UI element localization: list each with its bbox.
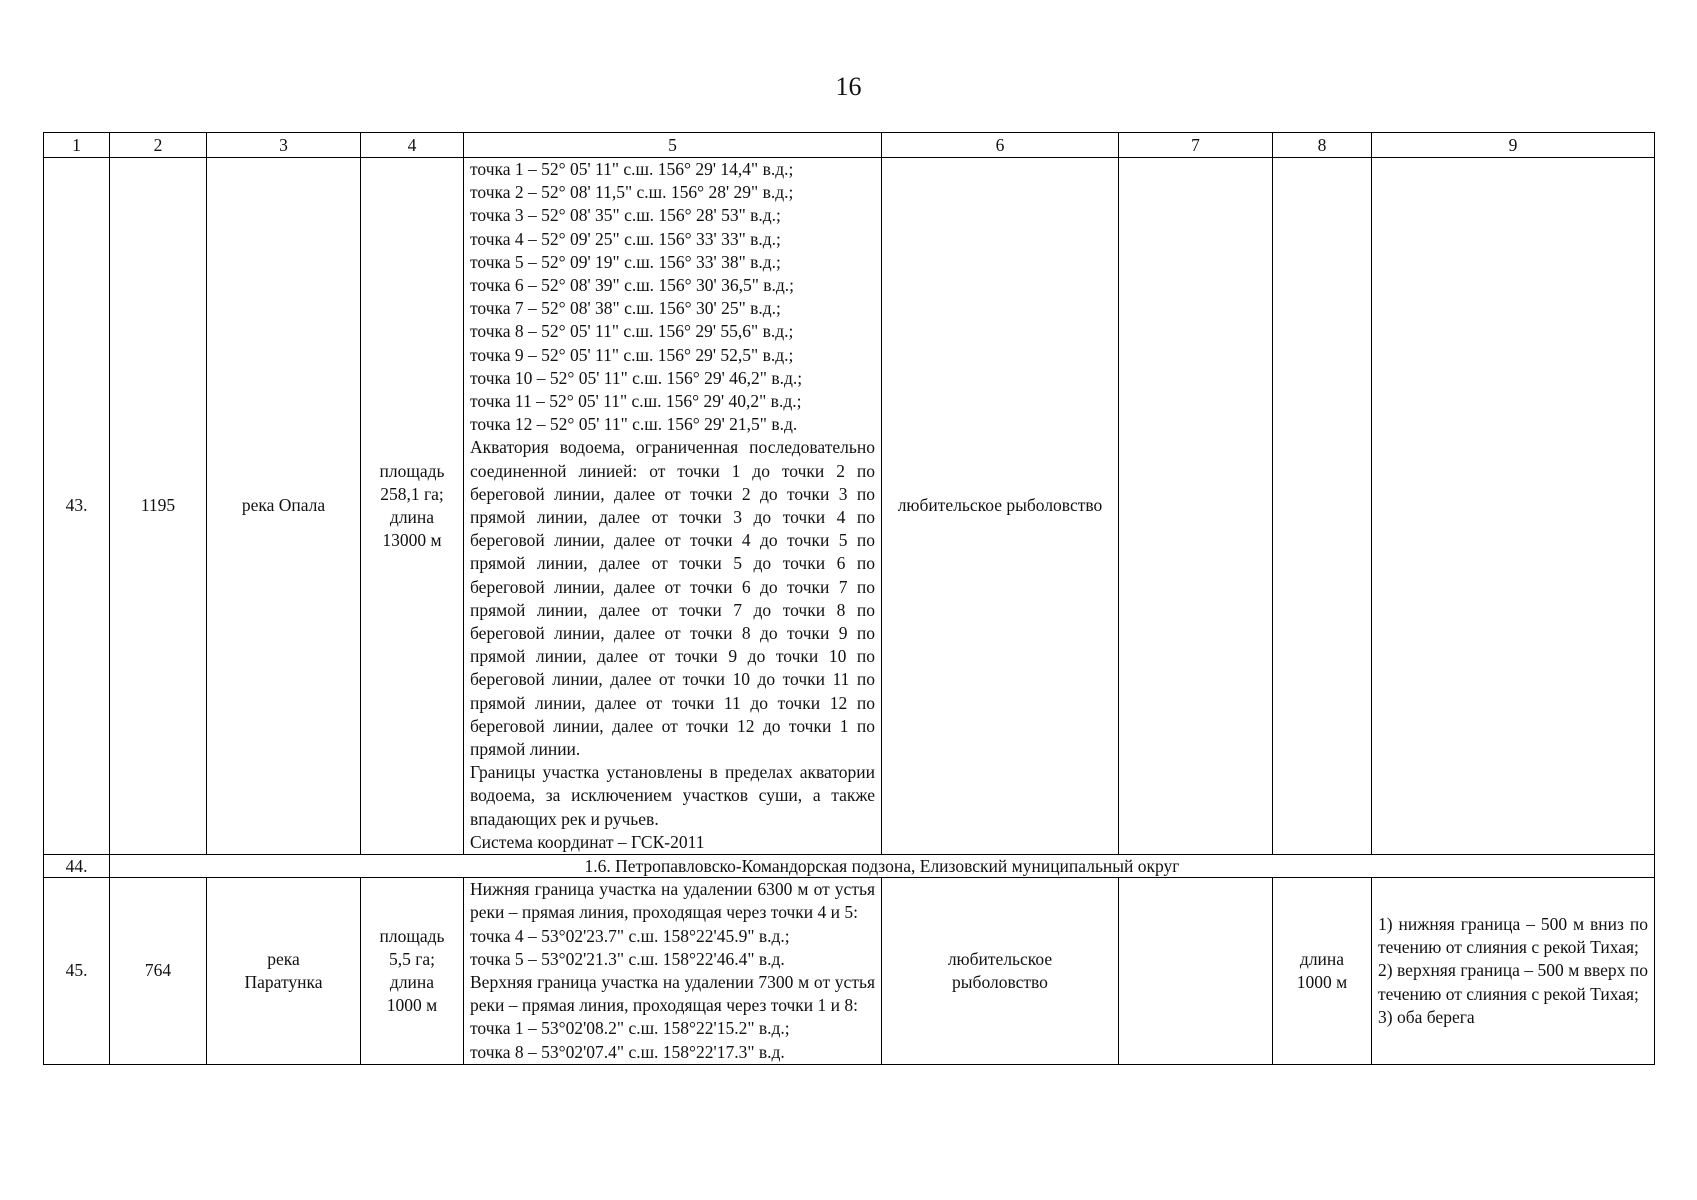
column-header: 3 bbox=[207, 133, 361, 158]
coordinate-point: точка 1 – 53°02'08.2" с.ш. 158°22'15.2" в.д.; bbox=[470, 1018, 790, 1039]
column-header: 8 bbox=[1273, 133, 1372, 158]
size-line: 5,5 га; bbox=[388, 948, 436, 969]
coordinate-point: точка 9 – 52° 05' 11" с.ш. 156° 29' 52,5" в.д.; bbox=[470, 344, 794, 365]
column-header: 6 bbox=[882, 133, 1119, 158]
coordinate-point: точка 11 – 52° 05' 11" с.ш. 156° 29' 40,2" в.д.; bbox=[470, 391, 802, 412]
coordinate-point: точка 8 – 53°02'07.4" с.ш. 158°22'17.3" в.д. bbox=[470, 1041, 785, 1062]
note-item: 2) верхняя граница – 500 м вверх по течению от слияния с рекой Тихая; bbox=[1378, 960, 1648, 1004]
table-row-45 bbox=[44, 878, 1655, 1065]
column-header: 7 bbox=[1119, 133, 1273, 158]
column-header: 5 bbox=[464, 133, 882, 158]
site-code: 764 bbox=[110, 878, 207, 1065]
table-row-43 bbox=[44, 158, 1655, 855]
site-size bbox=[361, 878, 464, 1065]
coordinate-point: точка 1 – 52° 05' 11" с.ш. 156° 29' 14,4" в.д.; bbox=[470, 159, 794, 179]
coordinate-point: точка 7 – 52° 08' 38" с.ш. 156° 30' 25" в.д.; bbox=[470, 298, 781, 319]
coordinate-point: точка 3 – 52° 08' 35" с.ш. 156° 28' 53" в.д.; bbox=[470, 205, 781, 226]
column-header: 4 bbox=[361, 133, 464, 158]
section-title: 1.6. Петропавловско-Командорская подзона, Елизовский муниципальный округ bbox=[110, 855, 1655, 878]
usage-purpose-text: любительское рыболовство bbox=[947, 948, 1053, 992]
note-item: 3) оба берега bbox=[1378, 1006, 1475, 1027]
usage-purpose: любительское рыболовство bbox=[882, 158, 1119, 855]
boundary-description bbox=[464, 158, 882, 855]
column-number-row bbox=[44, 133, 1655, 158]
size-line: площадь bbox=[379, 925, 445, 946]
water-body-name bbox=[207, 878, 361, 1065]
boundary-description bbox=[464, 878, 882, 1065]
column-7-cell bbox=[1119, 158, 1273, 855]
coordinate-point: точка 4 – 53°02'23.7" с.ш. 158°22'45.9" в.д.; bbox=[470, 925, 790, 946]
column-header: 9 bbox=[1372, 133, 1655, 158]
lower-boundary-text: Нижняя граница участка на удалении 6300 м от устья реки – прямая линия, проходящая через точки 4 и 5: bbox=[470, 879, 875, 923]
limits-text: Границы участка установлены в пределах акватории водоема, за исключением участков суши, а также впадающих рек и ручьев. bbox=[470, 762, 875, 829]
coordinate-point: точка 8 – 52° 05' 11" с.ш. 156° 29' 55,6" в.д.; bbox=[470, 321, 794, 342]
row-number: 45. bbox=[44, 878, 110, 1065]
size-line: площадь bbox=[379, 460, 445, 481]
site-length-text: длина 1000 м bbox=[1296, 948, 1348, 992]
site-size bbox=[361, 158, 464, 855]
coordinate-point: точка 12 – 52° 05' 11" с.ш. 156° 29' 21,5" в.д. bbox=[470, 414, 798, 435]
coordinate-system: Система координат – ГСК-2011 bbox=[470, 831, 705, 852]
page-number: 16 bbox=[835, 72, 862, 101]
registry-table bbox=[43, 132, 1655, 1065]
column-7-cell bbox=[1119, 878, 1273, 1065]
usage-purpose bbox=[882, 878, 1119, 1065]
site-code: 1195 bbox=[110, 158, 207, 855]
upper-boundary-text: Верхняя граница участка на удалении 7300 м от устья реки – прямая линия, проходящая через точки 1 и 8: bbox=[470, 971, 875, 1016]
size-line: 258,1 га; bbox=[380, 483, 444, 504]
size-line: 13000 м bbox=[382, 530, 442, 551]
column-header: 1 bbox=[44, 133, 110, 158]
site-length bbox=[1273, 878, 1372, 1065]
column-9-cell bbox=[1372, 158, 1655, 855]
column-header: 2 bbox=[110, 133, 207, 158]
size-line: 1000 м bbox=[386, 995, 438, 1016]
notes-cell bbox=[1372, 878, 1655, 1065]
boundary-text: Акватория водоема, ограниченная последовательно соединенной линией: от точки 1 до точки 2 по береговой линии, далее от точки 2 до точки 3 по прямой линии, далее от точки 3 до точки 4 по береговой линии, далее от точки 4 до точки 5 по прямой линии, далее от точки 5 до точки 6 по береговой линии, далее от точки 6 до точки 7 по прямой линии, далее от точки 7 до точки 8 по береговой линии, далее от точки 8 до точки 9 по прямой линии, далее от точки 9 до точки 10 по береговой линии, далее от точки 10 до точки 11 по прямой линии, далее от точки 11 до точки 12 по береговой линии, далее от точки 12 до точки 1 по прямой линии. bbox=[470, 437, 875, 760]
column-8-cell bbox=[1273, 158, 1372, 855]
coordinate-point: точка 6 – 52° 08' 39" с.ш. 156° 30' 36,5" в.д.; bbox=[470, 275, 795, 296]
row-number: 43. bbox=[44, 158, 110, 855]
coordinate-point: точка 5 – 53°02'21.3" с.ш. 158°22'46.4" в.д. bbox=[470, 948, 785, 969]
coordinate-point: точка 5 – 52° 09' 19" с.ш. 156° 33' 38" в.д.; bbox=[470, 251, 781, 272]
coordinate-point: точка 10 – 52° 05' 11" с.ш. 156° 29' 46,2" в.д.; bbox=[470, 367, 803, 388]
size-line: длина bbox=[389, 971, 435, 992]
size-line: длина bbox=[389, 507, 435, 528]
water-body-name: река Опала bbox=[207, 158, 361, 855]
coordinate-point: точка 4 – 52° 09' 25" с.ш. 156° 33' 33" в.д.; bbox=[470, 228, 781, 249]
note-item: 1) нижняя граница – 500 м вниз по течению от слияния с рекой Тихая; bbox=[1378, 913, 1648, 958]
row-number: 44. bbox=[44, 855, 110, 878]
water-body-name-text: река Паратунка bbox=[244, 948, 323, 992]
coordinate-point: точка 2 – 52° 08' 11,5" с.ш. 156° 28' 29" в.д.; bbox=[470, 182, 794, 203]
table-row-44 bbox=[44, 855, 1655, 878]
